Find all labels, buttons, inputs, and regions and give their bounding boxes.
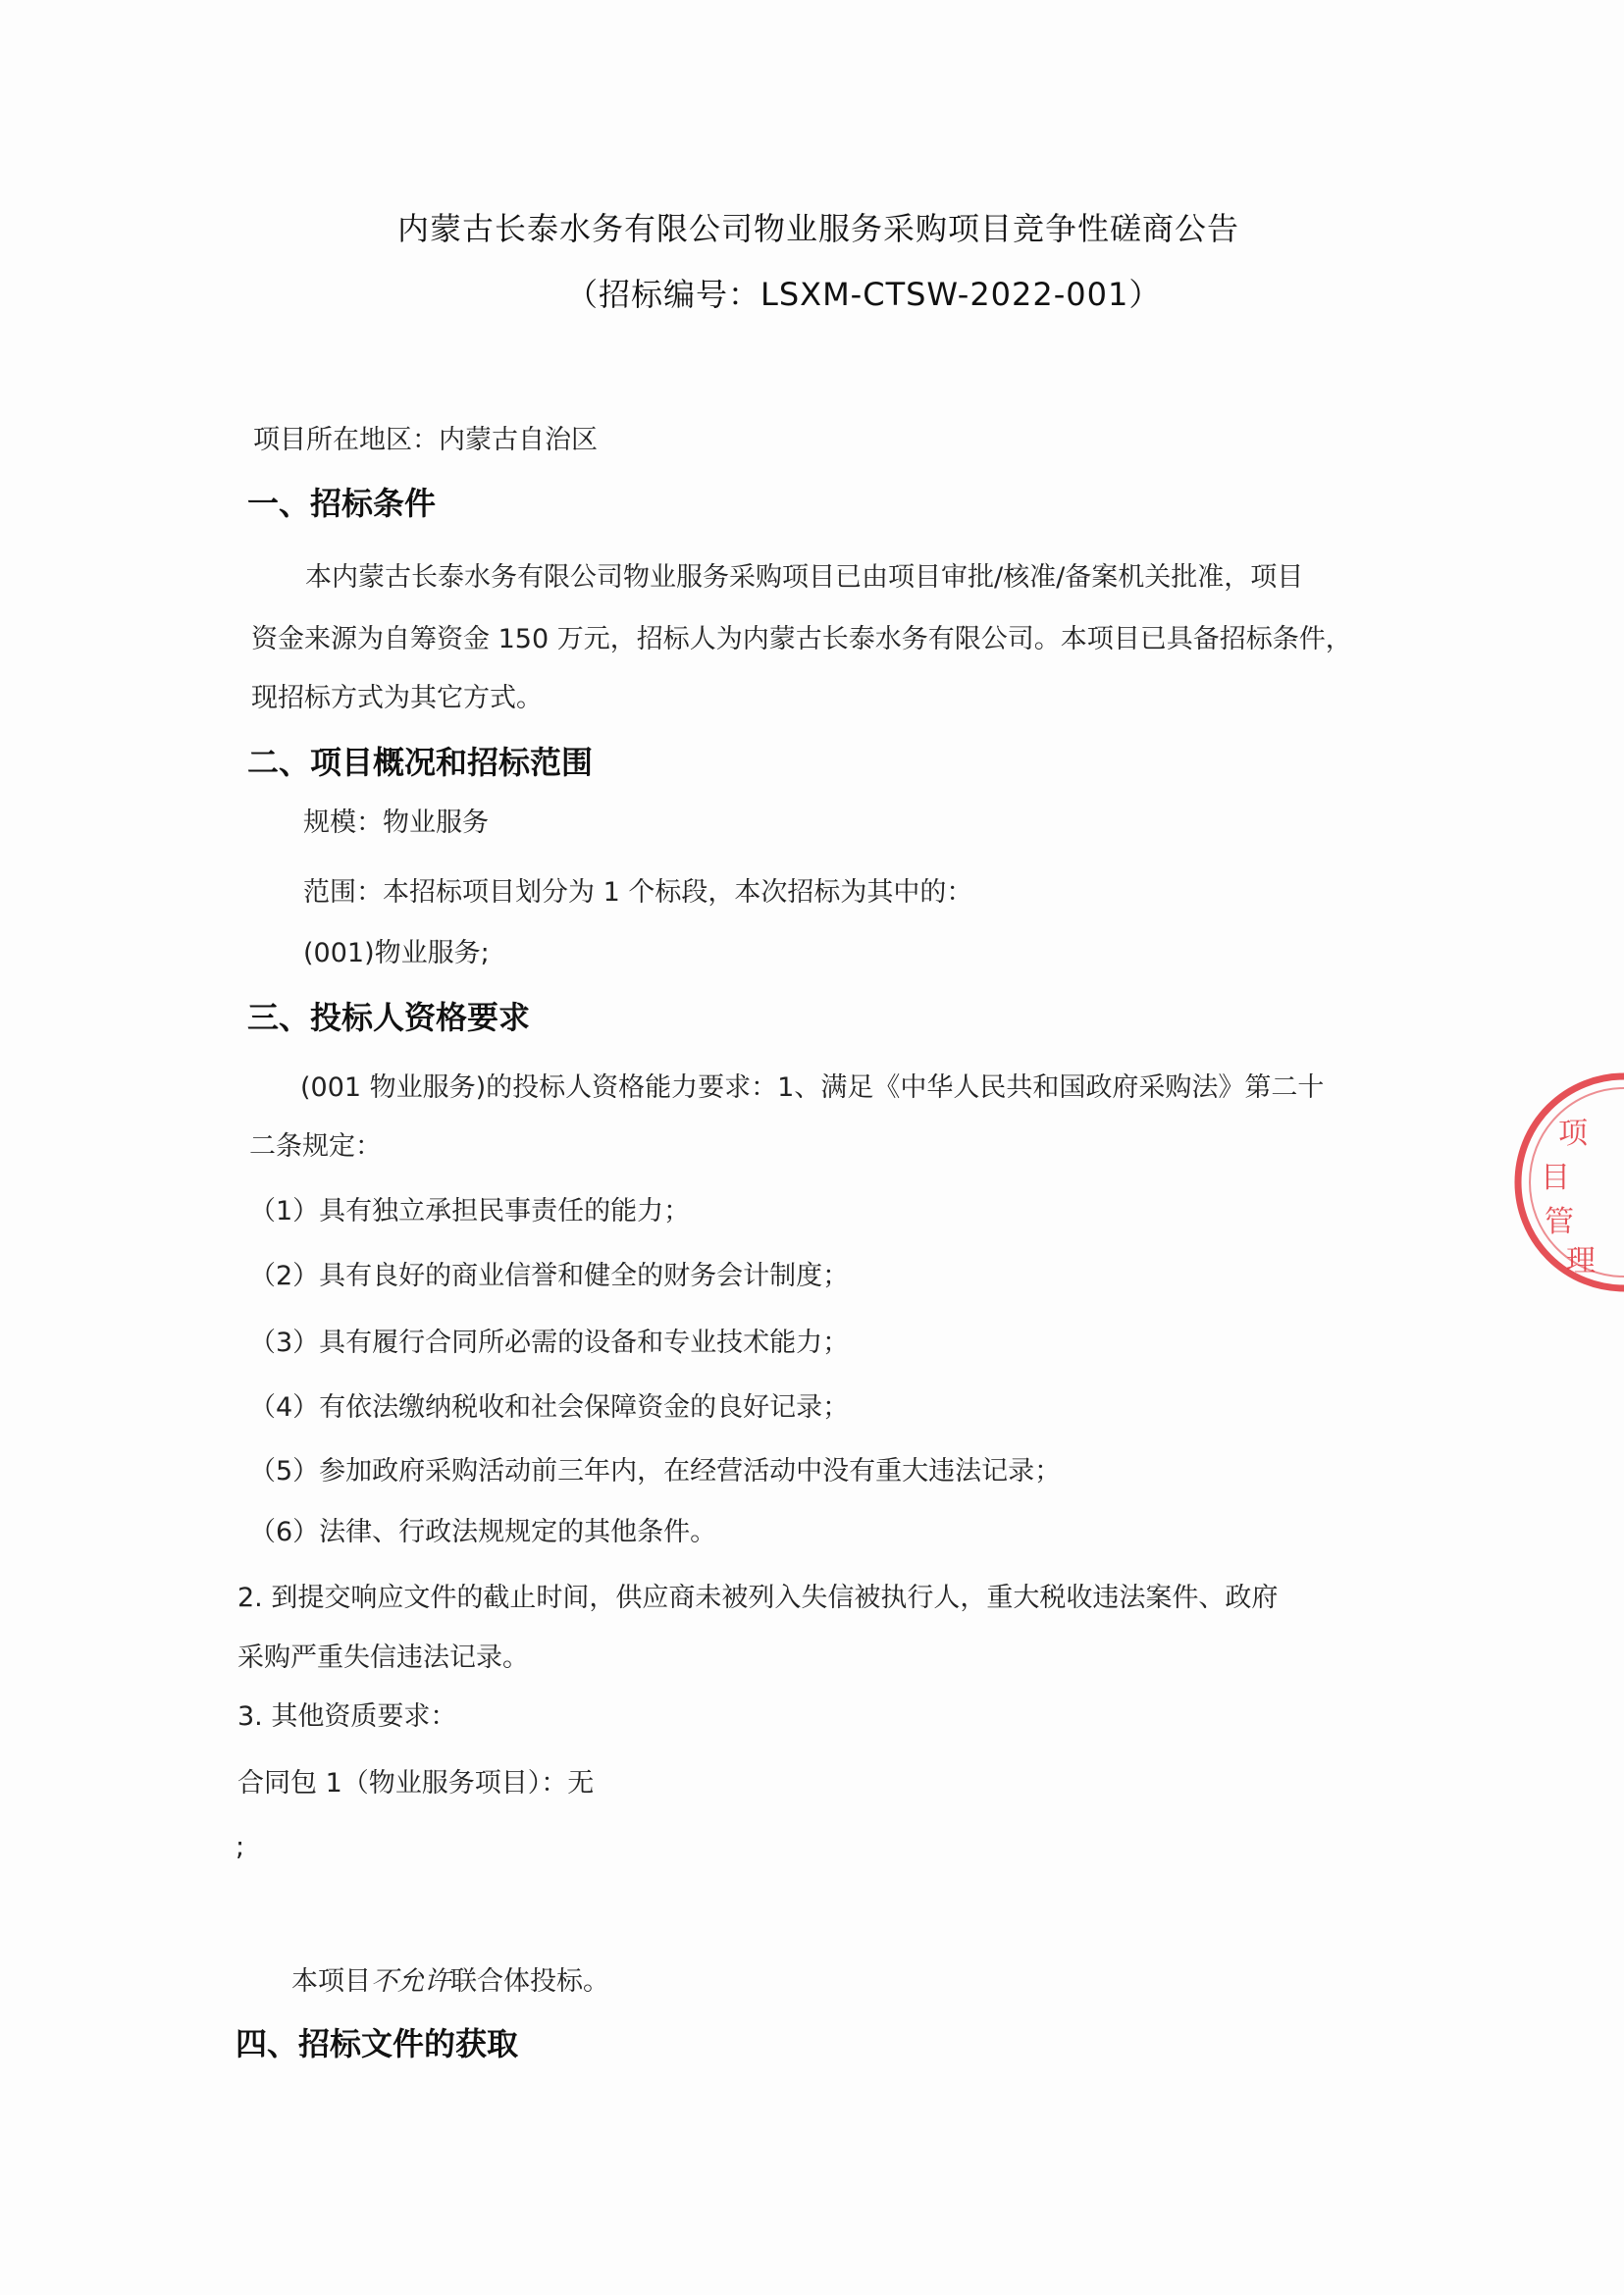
requirement-note-2: 2. 到提交响应文件的截止时间，供应商未被列入失信被执行人，重大税收违法案件、政府 — [237, 1583, 1279, 1613]
requirement-item: （4）有依法缴纳税收和社会保障资金的良好记录； — [249, 1392, 850, 1423]
lot-item: (001)物业服务; — [303, 938, 490, 968]
qualification-paragraph: (001 物业服务)的投标人资格能力要求：1、满足《中华人民共和国政府采购法》第二十 — [300, 1072, 1325, 1103]
seal-char: 管 — [1545, 1205, 1574, 1239]
red-seal-stamp — [1511, 1069, 1624, 1295]
requirement-item: （6）法律、行政法规规定的其他条件。 — [249, 1517, 717, 1547]
document-title: 内蒙古长泰水务有限公司物业服务采购项目竞争性磋商公告 — [397, 210, 1240, 247]
project-range: 范围：本招标项目划分为 1 个标段，本次招标为其中的： — [303, 877, 973, 908]
tender-code: （招标编号：LSXM-CTSW-2022-001） — [566, 276, 1162, 313]
section-4-heading: 四、招标文件的获取 — [236, 2025, 519, 2062]
seal-char: 目 — [1541, 1161, 1570, 1195]
seal-char: 项 — [1558, 1117, 1588, 1151]
section-2-heading: 二、项目概况和招标范围 — [247, 744, 594, 781]
joint-bid-suffix: 联合体投标。 — [450, 1966, 609, 1997]
project-scale: 规模：物业服务 — [303, 808, 489, 838]
joint-bid-emphasis: 不允许 — [371, 1966, 450, 1997]
project-region: 项目所在地区：内蒙古自治区 — [253, 425, 598, 455]
requirement-note-2: 采购严重失信违法记录。 — [237, 1643, 529, 1673]
section-3-heading: 三、投标人资格要求 — [247, 999, 531, 1036]
section-1-paragraph: 资金来源为自筹资金 150 万元，招标人为内蒙古长泰水务有限公司。本项目已具备招标条件， — [251, 624, 1352, 654]
requirement-note-3: 3. 其他资质要求： — [237, 1701, 457, 1732]
seal-char: 理 — [1566, 1244, 1596, 1278]
qualification-paragraph: 二条规定： — [249, 1131, 382, 1162]
semicolon-line: ; — [236, 1832, 245, 1862]
requirement-item: （2）具有良好的商业信誉和健全的财务会计制度； — [249, 1261, 850, 1291]
requirement-item: （5）参加政府采购活动前三年内，在经营活动中没有重大违法记录； — [249, 1456, 1062, 1487]
requirement-item: （3）具有履行合同所必需的设备和专业技术能力； — [249, 1328, 850, 1358]
requirement-item: （1）具有独立承担民事责任的能力； — [249, 1196, 691, 1226]
section-1-paragraph: 现招标方式为其它方式。 — [251, 683, 543, 713]
joint-bid-statement — [291, 1965, 609, 1999]
section-1-heading: 一、招标条件 — [247, 485, 437, 522]
contract-package: 合同包 1（物业服务项目）：无 — [237, 1768, 595, 1799]
joint-bid-prefix: 本项目 — [291, 1966, 371, 1997]
section-1-paragraph: 本内蒙古长泰水务有限公司物业服务采购项目已由项目审批/核准/备案机关批准，项目 — [305, 562, 1304, 593]
